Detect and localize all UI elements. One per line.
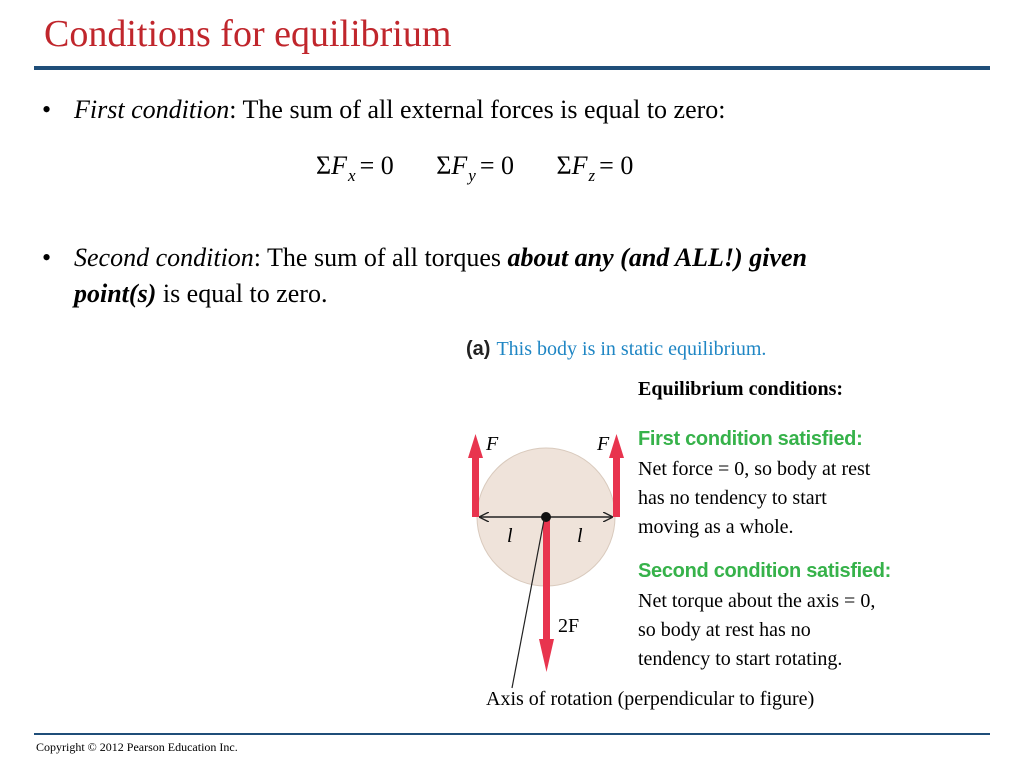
equation-variable: F: [451, 151, 468, 180]
second-condition-line-2: so body at rest has no: [638, 619, 811, 641]
bullet-marker-1: •: [42, 95, 52, 124]
second-condition-emphasis-2: point(s): [74, 279, 157, 308]
bullet-marker-2: •: [42, 243, 52, 272]
title-divider: [34, 66, 990, 70]
equilibrium-conditions-heading: Equilibrium conditions:: [638, 378, 844, 400]
equilibrium-diagram: [440, 330, 640, 720]
sigma-symbol: Σ: [556, 151, 572, 180]
length-left-label: l: [507, 525, 513, 547]
first-condition-line-1: Net force = 0, so body at rest: [638, 458, 871, 480]
axis-of-rotation-label: Axis of rotation (perpendicular to figure): [486, 688, 815, 710]
equation-rhs: = 0: [479, 151, 514, 180]
force-down-label: 2F: [558, 615, 580, 637]
equation-subscript: x: [348, 166, 356, 185]
axis-point: [541, 512, 551, 522]
equation-fz: [557, 148, 634, 194]
second-condition-text: : The sum of all torques: [253, 243, 508, 272]
equilibrium-figure: [440, 330, 940, 720]
equation-variable: F: [571, 151, 588, 180]
first-condition-heading: First condition satisfied:: [638, 428, 863, 450]
bullet-first-condition: [74, 92, 726, 128]
equation-fy: [436, 148, 514, 194]
slide-title: Conditions for equilibrium: [44, 13, 452, 55]
equation-rhs: = 0: [599, 151, 634, 180]
second-condition-line-3: tendency to start rotating.: [638, 648, 843, 670]
force-left-label: F: [486, 433, 499, 455]
second-condition-heading: Second condition satisfied:: [638, 560, 892, 582]
force-equations: [316, 148, 633, 194]
length-right-label: l: [577, 525, 583, 547]
first-condition-line-3: moving as a whole.: [638, 516, 794, 538]
footer-divider: [34, 733, 990, 735]
figure-caption-text: This body is in static equilibrium.: [496, 338, 767, 360]
equation-variable: F: [331, 151, 348, 180]
equation-rhs: = 0: [359, 151, 394, 180]
second-condition-line-1: Net torque about the axis = 0,: [638, 590, 876, 612]
equation-fx: [316, 148, 394, 194]
first-condition-line-2: has no tendency to start: [638, 487, 827, 509]
second-condition-lead: Second condition: [74, 243, 254, 272]
first-condition-text: : The sum of all external forces is equal to zero:: [229, 95, 726, 124]
first-condition-lead: First condition: [74, 95, 230, 124]
equation-subscript: z: [588, 166, 596, 185]
second-condition-tail: is equal to zero.: [156, 279, 328, 308]
force-right-label: F: [597, 433, 610, 455]
second-condition-emphasis-1: about any (and ALL!) given: [507, 243, 807, 272]
copyright-footer: Copyright © 2012 Pearson Education Inc.: [36, 740, 238, 754]
equation-subscript: y: [468, 166, 476, 185]
figure-part-label: (a): [466, 338, 491, 360]
sigma-symbol: Σ: [436, 151, 452, 180]
bullet-second-condition: [74, 240, 974, 312]
sigma-symbol: Σ: [316, 151, 332, 180]
